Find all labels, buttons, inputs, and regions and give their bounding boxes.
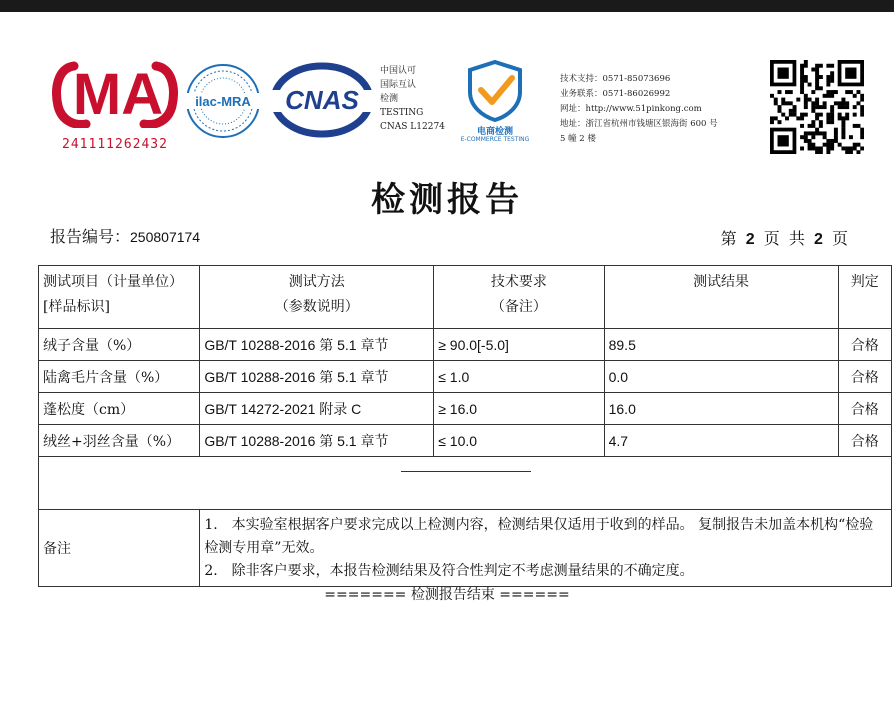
- shield-check-icon: [450, 58, 540, 122]
- contact-address: 地址：浙江省杭州市钱塘区银海街 600 号: [560, 119, 718, 129]
- table-header-row: [39, 266, 892, 329]
- table-row: [39, 329, 892, 361]
- cell-requirement: ≤ 10.0: [434, 425, 604, 457]
- cnas-caption-line: 中国认可: [380, 66, 417, 76]
- contact-tech-support: 技术支持：0571-85073696: [560, 74, 671, 84]
- page-total: 2: [813, 231, 825, 248]
- cell-verdict: 合格: [838, 361, 891, 393]
- qr-code-icon[interactable]: [770, 60, 864, 154]
- blank-row: [39, 457, 892, 510]
- cma-mark-text: MA: [72, 62, 164, 127]
- cell-method: GB/T 10288-2016 第 5.1 章节: [200, 329, 434, 361]
- contact-business: 业务联系：0571-86026992: [560, 89, 671, 99]
- page-text: 第: [720, 229, 739, 248]
- cell-result: 4.7: [604, 425, 838, 457]
- report-number: [50, 224, 200, 247]
- cell-item: 陆禽毛片含量（%）: [39, 361, 200, 393]
- notes-label: 备注: [39, 510, 200, 587]
- cnas-caption: [380, 64, 446, 134]
- ecommerce-name: 电商检测: [476, 127, 513, 137]
- header-test-item: 测试项目（计量单位） [样品标识]: [39, 266, 200, 329]
- cell-requirement: ≤ 1.0: [434, 361, 604, 393]
- report-number-label: 报告编号：: [50, 227, 131, 246]
- cell-requirement: ≥ 16.0: [434, 393, 604, 425]
- cnas-caption-line: 国际互认: [380, 80, 417, 90]
- cnas-caption-line: CNAS L12274: [380, 122, 445, 132]
- cell-result: 0.0: [604, 361, 838, 393]
- cell-method: GB/T 10288-2016 第 5.1 章节: [200, 425, 434, 457]
- contact-address-cont: 5 幢 2 楼: [560, 134, 596, 144]
- cell-requirement: ≥ 90.0[-5.0]: [434, 329, 604, 361]
- page-text: 页: [763, 229, 782, 248]
- cell-result: 89.5: [604, 329, 838, 361]
- ilac-mra-text: ilac-MRA: [195, 94, 251, 109]
- page-indicator: [721, 226, 850, 249]
- cell-verdict: 合格: [838, 425, 891, 457]
- note-item: 2. 除非客户要求，本报告检测结果及符合性判定不考虑测量结果的不确定度。: [204, 562, 694, 579]
- cell-method: GB/T 14272-2021 附录 C: [200, 393, 434, 425]
- cma-mark-icon: [52, 58, 178, 128]
- ecommerce-subtitle: E-COMMERCE TESTING: [460, 136, 530, 143]
- report-number-value: 250807174: [130, 229, 201, 245]
- contact-info: [560, 72, 760, 147]
- ecommerce-testing-logo: [450, 58, 540, 150]
- cnas-logo: [272, 62, 372, 138]
- report-end-marker: ======= 检测报告结束 ======: [324, 587, 570, 603]
- page-text: 页: [831, 229, 850, 248]
- cma-number: 241111262432: [62, 137, 168, 152]
- header-test-method: 测试方法 （参数说明）: [200, 266, 434, 329]
- cell-item: 绒子含量（%）: [39, 329, 200, 361]
- top-dark-bar: [0, 0, 894, 12]
- table-row: [39, 361, 892, 393]
- cell-item: 蓬松度（cm）: [39, 393, 200, 425]
- cell-verdict: 合格: [838, 393, 891, 425]
- page-text: 共: [788, 229, 807, 248]
- cell-result: 16.0: [604, 393, 838, 425]
- notes-row: [39, 510, 892, 587]
- note-item: 1. 本实验室根据客户要求完成以上检测内容，检测结果仅适用于收到的样品。 复制报告未加盖本机构“检验检测专用章”无效。: [204, 516, 874, 556]
- header-verdict: 判定: [838, 266, 891, 329]
- cell-method: GB/T 10288-2016 第 5.1 章节: [200, 361, 434, 393]
- header-result: 测试结果: [604, 266, 838, 329]
- table-row: [39, 425, 892, 457]
- results-table: [38, 265, 892, 587]
- cell-verdict: 合格: [838, 329, 891, 361]
- cell-item: 绒丝+羽丝含量（%）: [39, 425, 200, 457]
- page-title: 检测报告: [371, 180, 523, 220]
- page-current: 2: [745, 231, 757, 248]
- ilac-mra-logo: [182, 62, 264, 140]
- table-row: [39, 393, 892, 425]
- blank-cell: [39, 457, 892, 510]
- contact-website[interactable]: 网址：http://www.51pinkong.com: [560, 104, 702, 114]
- divider-line: [401, 471, 531, 472]
- notes-content: [200, 510, 892, 587]
- cma-logo: [52, 58, 178, 154]
- cnas-caption-line: TESTING: [380, 108, 424, 118]
- cnas-text: CNAS: [285, 85, 359, 115]
- header-requirement: 技术要求 （备注）: [434, 266, 604, 329]
- cnas-caption-line: 检测: [380, 94, 399, 104]
